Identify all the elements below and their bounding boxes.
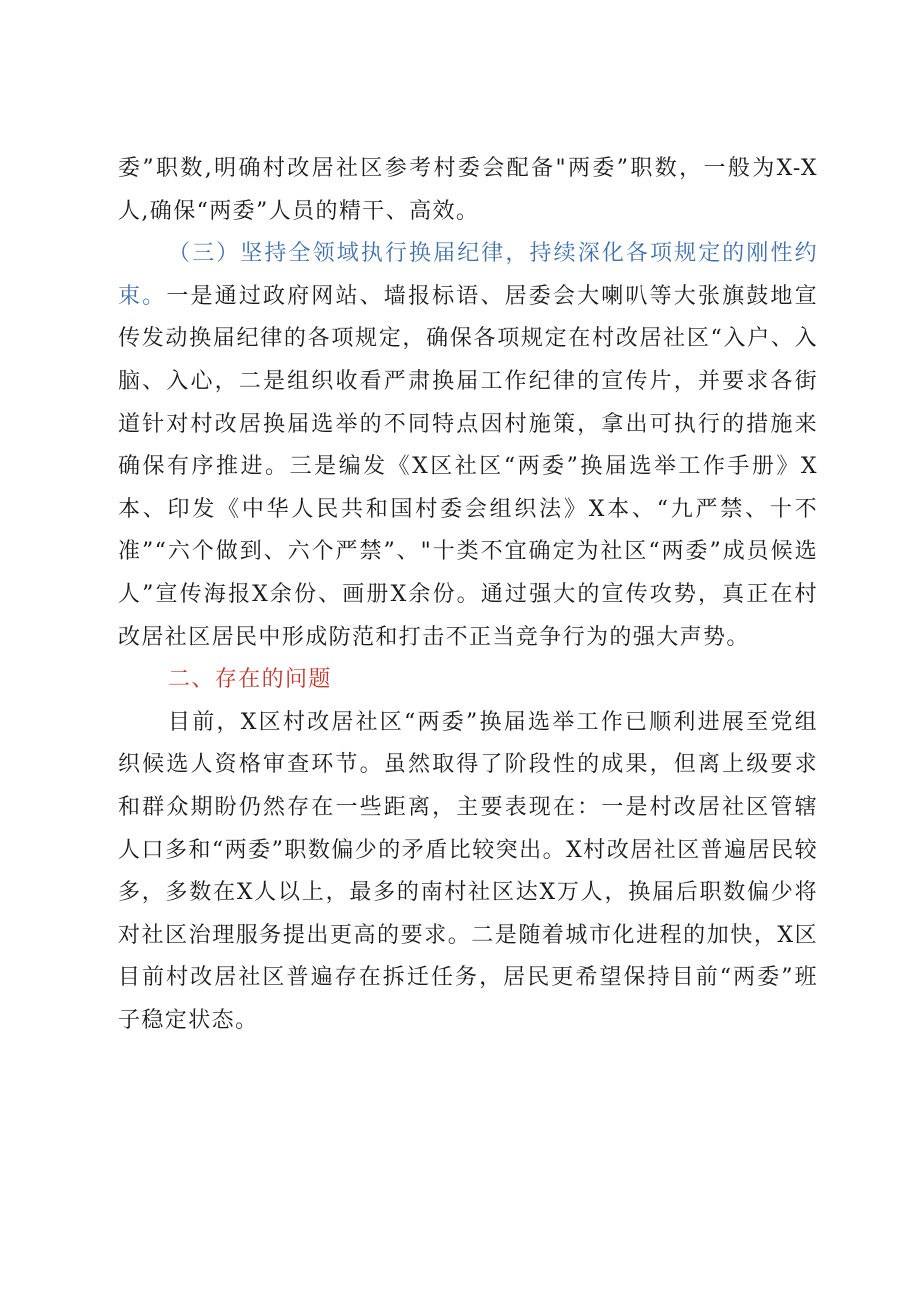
subheading-discipline: （三）坚持全领域执行换届纪律，持续深化各项规定的刚性约束。 (118, 241, 818, 309)
paragraph-problems: 目前，X区村改居社区“两委”换届选举工作已顺利进展至党组织候选人资格审查环节。虽然取得了阶段性的成果，但离上级要求和群众期盼仍然存在一些距离，主要表现在：一是村改居社区管辖人口多和“两委”职数偏少的矛盾比较突出。X村改居社区普遍居民较多，多数在X人以上，最多的南村社区达X万人，换届后职数偏少将对社区治理服务提出更高的要求。二是随着城市化进程的加快，X区目前村改居社区普遍存在拆迁任务，居民更希望保持目前“两委”班子稳定状态。 (118, 709, 818, 1033)
paragraph-continuation: 委”职数,明确村改居社区参考村委会配备"两委”职数，一般为X-X人,确保“两委”人员的精干、高效。 (118, 156, 818, 224)
paragraph-discipline (118, 233, 818, 659)
paragraph-discipline-body: 一是通过政府网站、墙报标语、居委会大喇叭等大张旗鼓地宣传发动换届纪律的各项规定，确保各项规定在村改居社区“入户、入脑、入心，二是组织收看严肃换届工作纪律的宣传片，并要求各街道针对村改居换届选举的不同特点因村施策，拿出可执行的措施来确保有序推进。三是编发《X区社区“两委”换届选举工作手册》X本、印发《中华人民共和国村委会组织法》X本、“九严禁、十不准”“六个做到、六个严禁”、"十类不宜确定为社区“两委”成员候选人”宣传海报X余份、画册X余份。通过强大的宣传攻势，真正在村改居社区居民中形成防范和打击不正当竞争行为的强大声势。 (118, 283, 818, 650)
section-heading-problems: 二、存在的问题 (168, 667, 332, 693)
document-page (118, 148, 818, 1042)
